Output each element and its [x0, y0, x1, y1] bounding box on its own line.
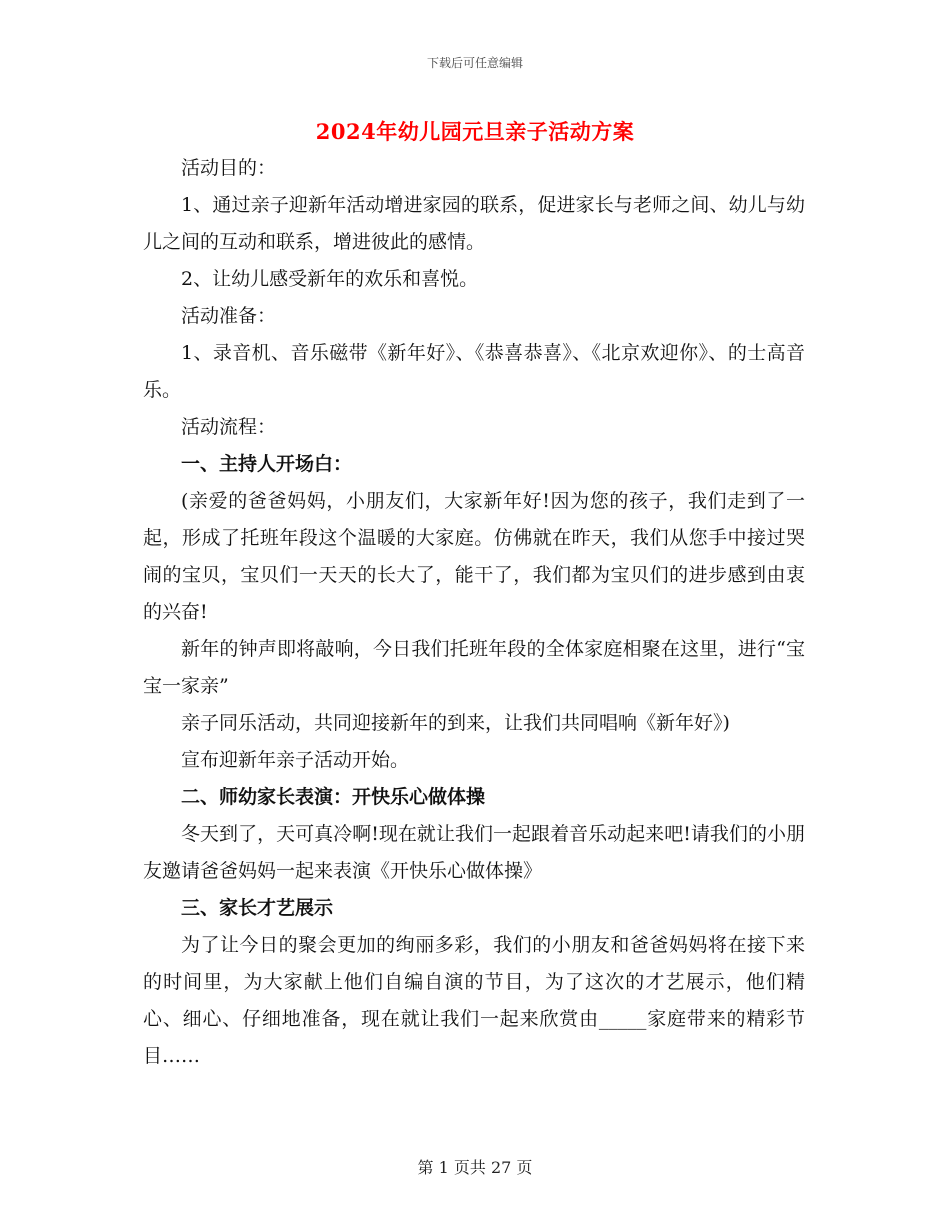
header-note: 下载后可任意编辑 [426, 56, 523, 70]
paragraph: 1、通过亲子迎新年活动增进家园的联系，促进家长与老师之间、幼儿与幼儿之间的互动和联系，增进彼此的感情。 [143, 194, 805, 253]
paragraph: 宣布迎新年亲子活动开始。 [181, 749, 410, 771]
paragraph: 2、让幼儿感受新年的欢乐和喜悦。 [181, 268, 479, 290]
paragraph: 为了让今日的聚会更加的绚丽多彩，我们的小朋友和爸爸妈妈将在接下来的时间里，为大家献上他们自编自演的节目，为了这次的才艺展示，他们精心、细心、仔细地准备，现在就让我们一起来欣赏由_____家庭带来的精彩节目…… [143, 934, 805, 1067]
paragraph: 冬天到了，天可真冷啊!现在就让我们一起跟着音乐动起来吧!请我们的小朋友邀请爸爸妈妈一起来表演《开快乐心做体操》 [143, 823, 805, 882]
page-footer: 第 1 页共 27 页 [417, 1158, 533, 1177]
document-body [143, 150, 805, 1075]
section-heading: 三、家长才艺展示 [181, 897, 334, 919]
document-title: 2024年幼儿园元旦亲子活动方案 [315, 119, 635, 144]
section-heading: 一、主持人开场白： [181, 453, 353, 475]
section-heading: 二、师幼家长表演：开快乐心做体操 [181, 786, 486, 808]
paragraph: 1、录音机、音乐磁带《新年好》、《恭喜恭喜》、《北京欢迎你》、的士高音乐。 [143, 342, 805, 401]
paragraph: (亲爱的爸爸妈妈，小朋友们，大家新年好!因为您的孩子，我们走到了一起，形成了托班年段这个温暖的大家庭。仿佛就在昨天，我们从您手中接过哭闹的宝贝，宝贝们一天天的长大了，能干了，我们都为宝贝们的进步感到由衷的兴奋! [143, 490, 805, 623]
paragraph: 新年的钟声即将敲响，今日我们托班年段的全体家庭相聚在这里，进行“宝宝一家亲” [143, 638, 805, 697]
paragraph: 活动目的： [181, 157, 277, 179]
paragraph: 活动准备： [181, 305, 277, 327]
paragraph: 亲子同乐活动，共同迎接新年的到来，让我们共同唱响《新年好》) [181, 712, 730, 734]
paragraph: 活动流程： [181, 416, 277, 438]
